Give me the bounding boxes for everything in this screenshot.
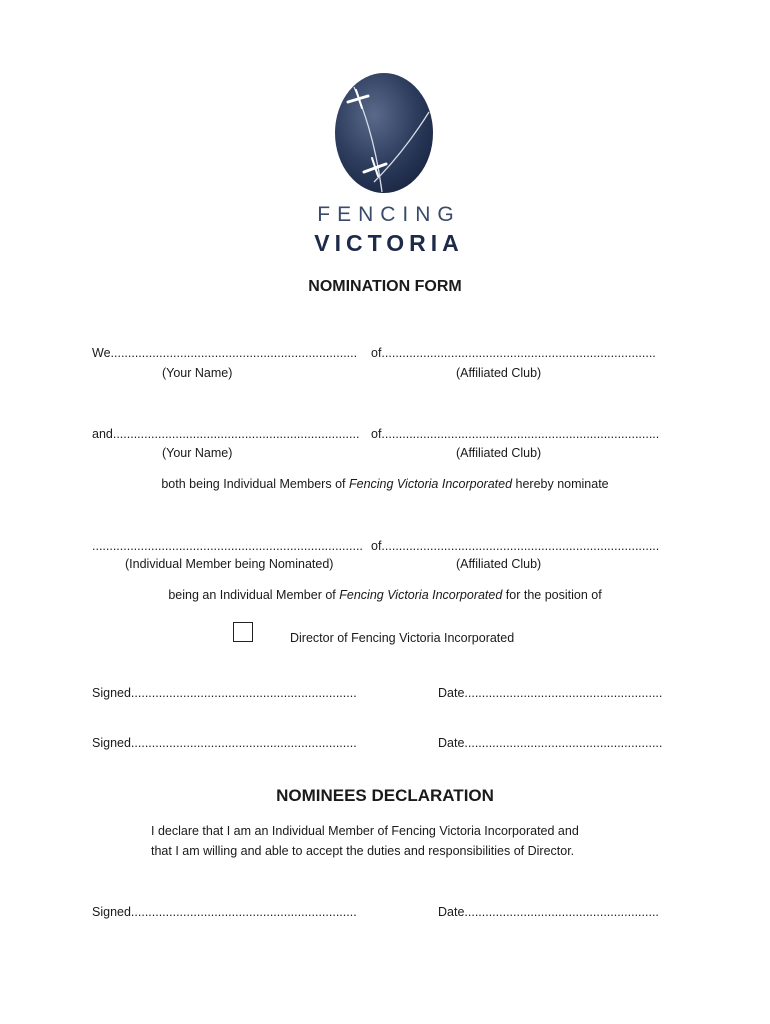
director-position-checkbox[interactable]: [233, 622, 253, 642]
nominee-name-field[interactable]: ..............................................................................: [92, 539, 363, 553]
nominator-2-name-caption: (Your Name): [162, 446, 233, 460]
signed-field-2[interactable]: Signed.................................................................: [92, 736, 357, 750]
declaration-date-field[interactable]: Date........................................................: [438, 905, 659, 919]
nominator-1-name-field[interactable]: We.......................................................................: [92, 346, 358, 360]
logo-text-victoria: VICTORIA: [314, 230, 464, 256]
declaration-signed-field[interactable]: Signed.................................................................: [92, 905, 357, 919]
nominator-1-name-caption: (Your Name): [162, 366, 233, 380]
nomination-statement-1: both being Individual Members of Fencing Victoria Incorporated hereby nominate: [161, 477, 609, 491]
nominees-declaration-title: NOMINEES DECLARATION: [276, 786, 494, 805]
declaration-line-1: I declare that I am an Individual Member of Fencing Victoria Incorporated and: [151, 824, 579, 838]
nominator-2-club-caption: (Affiliated Club): [456, 446, 542, 460]
nomination-statement-2: being an Individual Member of Fencing Victoria Incorporated for the position of: [168, 588, 602, 602]
nominee-name-caption: (Individual Member being Nominated): [125, 557, 334, 571]
declaration-line-2: that I am willing and able to accept the duties and responsibilities of Director.: [151, 844, 575, 858]
nominee-club-field[interactable]: of................................................................................: [371, 539, 660, 553]
nominator-1-club-caption: (Affiliated Club): [456, 366, 542, 380]
nomination-form-title: NOMINATION FORM: [308, 278, 462, 295]
nominator-1-club-field[interactable]: of...............................................................................: [371, 346, 656, 360]
date-field-1[interactable]: Date.........................................................: [438, 686, 663, 700]
director-position-label: Director of Fencing Victoria Incorporated: [290, 631, 515, 645]
fencing-victoria-logo-icon: [334, 72, 434, 194]
nominator-2-name-field[interactable]: and.......................................................................: [92, 427, 360, 441]
logo-text-fencing: FENCING: [317, 203, 461, 226]
signed-field-1[interactable]: Signed.................................................................: [92, 686, 357, 700]
nominator-2-club-field[interactable]: of................................................................................: [371, 427, 660, 441]
date-field-2[interactable]: Date.........................................................: [438, 736, 663, 750]
nominee-club-caption: (Affiliated Club): [456, 557, 542, 571]
